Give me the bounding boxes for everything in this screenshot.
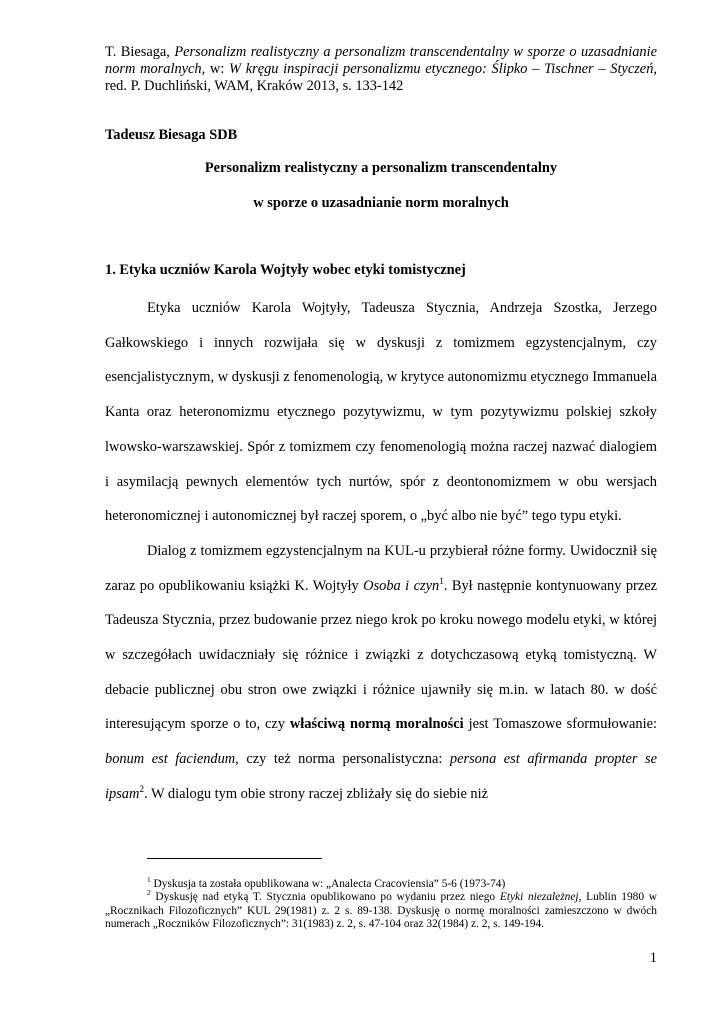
footnote-ref-1[interactable]: 1 (439, 576, 444, 587)
citation-in: w: (205, 61, 230, 77)
footnote-2: $^2$ Dyskusję nad etyką T. Stycznia opublikowano po wydaniu przez niego Etyki niezależnej, Lublin 1980 w „Rocznikach Filozoficznych” KUL 29(1981) z. 2 s. 89-138. Dyskusję o normę moralności zamieszczono w dwóch numerach „Roczników Filozoficznych”: 31(1983) z. 2, s. 47-104 oraz 32(1984) z. 2, s. 149-194. (105, 888, 657, 930)
citation-article-title: Personalizm realistyczny a personalizm transcendentalny w sporze o uzasadnianie norm moralnych, (105, 44, 657, 77)
page-number: 1 (649, 950, 657, 966)
paragraph-1: Etyka uczniów Karola Wojtyły, Tadeusza Stycznia, Andrzeja Szostka, Jerzego Gałkowskiego i innych rozwijała się w dyskusji z tomizmem egzystencjalnym, czy esencjalistycznym, w dyskusji z fenomenologią, w krytyce autonomizmu etycznego Immanuela Kanta oraz heteronomizmu etycznego pozytywizmu, w tym pozytywizmu polskiej szkoły lwowsko-warszawskiej. Spór z tomizmem czy fenomenologią można raczej nazwać dialogiem i asymilacją pewnych elementów tych nurtów, spór z deontonomizmem w obu wersjach heteronomicznej i autonomicznej był raczej sporem, o „być albo nie być” tego typu etyki. (105, 300, 657, 525)
citation-author: T. Biesaga, (105, 44, 170, 60)
emphasis-bold: właściwą normą moralności (289, 716, 464, 733)
article-title-line-1: Personalizm realistyczny a personalizm transcendentalny (204, 160, 558, 176)
article-title-line-2: w sporze o uzasadnianie norm moralnych (253, 195, 509, 211)
author-name: Tadeusz Biesaga SDB (105, 127, 238, 143)
footnote-separator (147, 858, 322, 859)
footnote-mark-1: 1 (147, 875, 151, 885)
body-text (105, 291, 657, 812)
footnote-1: $^1$ Dyskusja ta została opublikowana w: „Analecta Cracoviensia” 5-6 (1973-74) (147, 875, 506, 890)
citation-header (105, 44, 657, 95)
latin-phrase-2: persona est afirmanda propter se ipsam (105, 751, 657, 802)
section-heading: 1. Etyka uczniów Karola Wojtyły wobec etyki tomistycznej (105, 262, 466, 278)
footnote-2-book-title: Etyki niezależnej, (499, 891, 582, 904)
footnote-mark-2: 2 (147, 888, 151, 898)
footnotes (105, 875, 657, 931)
latin-phrase-1: bonum est faciendum, (105, 751, 239, 768)
book-title-osoba-i-czyn: Osoba i czyn (363, 577, 440, 594)
footnote-ref-2[interactable]: 2 (139, 785, 145, 796)
citation-details: red. P. Duchliński, WAM, Kraków 2013, s. 133-142 (105, 78, 404, 94)
paragraph-2: Dialog z tomizmem egzystencjalnym na KUL-u przybierał różne formy. Uwidocznił się zaraz po opublikowaniu książki K. Wojtyły Osoba i czyn$^1$. Był następnie kontynuowany przez Tadeusza Stycznia, przez budowanie przez niego krok po kroku nowego modelu etyki, w której w szczegółach uwidaczniały się różnice i związki z dotychczasową etyką tomistyczną. W debacie publicznej obu stron owe związki i różnice ujawniły się m.in. w latach 80. w dość interesującym sporze o to, czy właściwą normą moralności jest Tomaszowe sformułowanie: bonum est faciendum, czy też norma personalistyczna: persona est afirmanda propter se ipsam$^2$. W dialogu tym obie strony raczej zbliżały się do siebie niż (105, 542, 658, 802)
citation-book-title: W kręgu inspiracji personalizmu etycznego: Ślipko – Tischner – Styczeń, (229, 61, 657, 77)
